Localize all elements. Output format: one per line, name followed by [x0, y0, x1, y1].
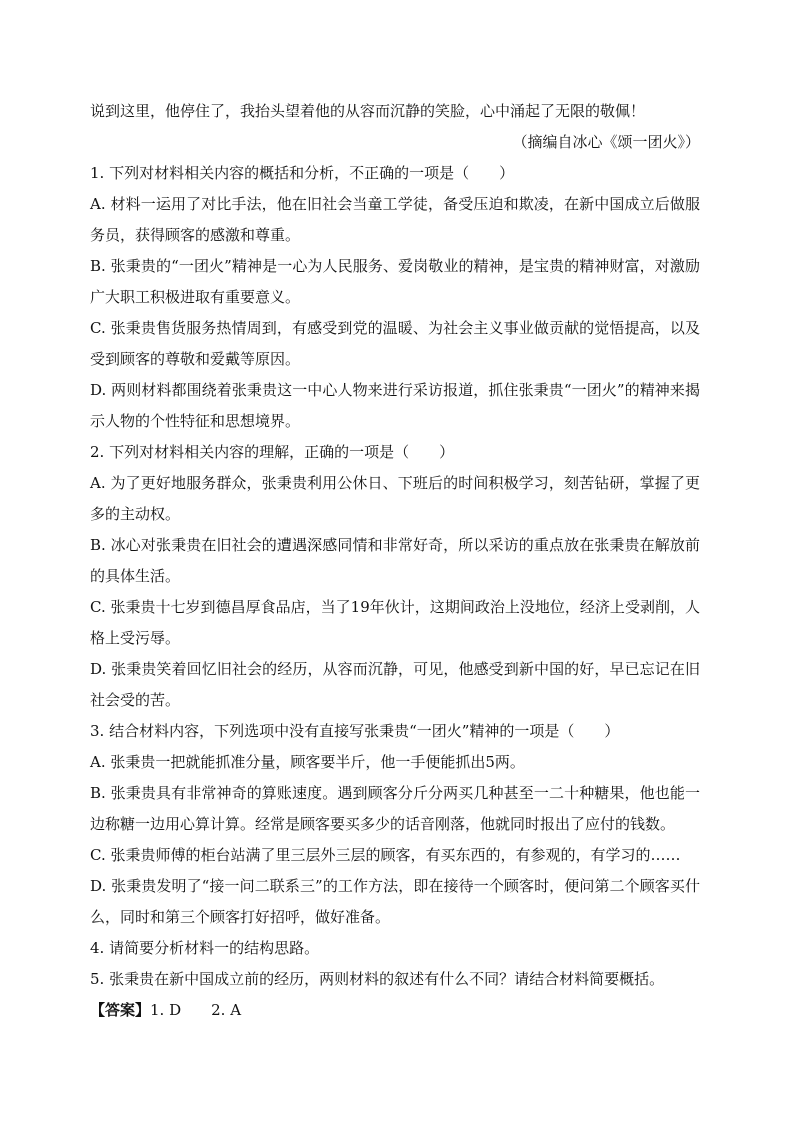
option-a: A. 张秉贵一把就能抓准分量，顾客要半斤，他一手便能抓出5两。 — [90, 753, 525, 771]
answer-label: 【答案】 — [90, 1001, 151, 1019]
question-stem: 1. 下列对材料相关内容的概括和分析，不正确的一项是（ ） — [90, 164, 515, 182]
question-1 — [90, 158, 700, 437]
option-d: D. 张秉贵发明了“接一问二联系三”的工作方法，即在接待一个顾客时，便问第二个顾客买什么，同时和第三个顾客打好招呼，做好准备。 — [90, 877, 700, 926]
question-stem: 5. 张秉贵在新中国成立前的经历，两则材料的叙述有什么不同？请结合材料简要概括。 — [90, 970, 665, 988]
option-d: D. 两则材料都围绕着张秉贵这一中心人物来进行采访报道，抓住张秉贵“一团火”的精神来揭示人物的个性特征和思想境界。 — [90, 381, 700, 430]
option-c: C. 张秉贵售货服务热情周到，有感受到党的温暖、为社会主义事业做贡献的觉悟提高，以及受到顾客的尊敬和爱戴等原因。 — [90, 319, 700, 368]
answer-line — [90, 995, 700, 1026]
intro-line: 说到这里，他停住了，我抬头望着他的从容而沉静的笑脸，心中涌起了无限的敬佩！ — [90, 102, 646, 120]
document-page — [90, 96, 700, 1026]
question-stem: 2. 下列对材料相关内容的理解，正确的一项是（ ） — [90, 443, 455, 461]
question-5 — [90, 964, 700, 995]
question-stem: 3. 结合材料内容，下列选项中没有直接写张秉贵“一团火”精神的一项是（ ） — [90, 722, 620, 740]
answer-text: 1. D 2. A — [150, 1001, 242, 1019]
question-stem: 4. 请简要分析材料一的结构思路。 — [90, 939, 320, 957]
option-b: B. 张秉贵具有非常神奇的算账速度。遇到顾客分斤分两买几种甚至一二十种糖果，他也能一边称糖一边用心算计算。经常是顾客要买多少的话音刚落，他就同时报出了应付的钱数。 — [90, 784, 700, 833]
option-c: C. 张秉贵师傅的柜台站满了里三层外三层的顾客，有买东西的，有参观的，有学习的…… — [90, 846, 681, 864]
question-3 — [90, 716, 700, 933]
question-4 — [90, 933, 700, 964]
option-b: B. 张秉贵的“一团火”精神是一心为人民服务、爱岗敬业的精神，是宝贵的精神财富，对激励广大职工积极进取有重要意义。 — [90, 257, 700, 306]
option-b: B. 冰心对张秉贵在旧社会的遭遇深感同情和非常好奇，所以采访的重点放在张秉贵在解放前的具体生活。 — [90, 536, 700, 585]
option-d: D. 张秉贵笑着回忆旧社会的经历，从容而沉静，可见，他感受到新中国的好，早已忘记在旧社会受的苦。 — [90, 660, 700, 709]
option-a: A. 为了更好地服务群众，张秉贵利用公休日、下班后的时间积极学习，刻苦钻研，掌握了更多的主动权。 — [90, 474, 700, 523]
source-citation: （摘编自冰心《颂一团火》） — [512, 133, 700, 151]
option-c: C. 张秉贵十七岁到德昌厚食品店，当了19年伙计，这期间政治上没地位，经济上受剥削，人格上受污辱。 — [90, 598, 700, 647]
option-a: A. 材料一运用了对比手法，他在旧社会当童工学徒，备受压迫和欺凌，在新中国成立后做服务员，获得顾客的感激和尊重。 — [90, 195, 700, 244]
question-2 — [90, 437, 700, 716]
